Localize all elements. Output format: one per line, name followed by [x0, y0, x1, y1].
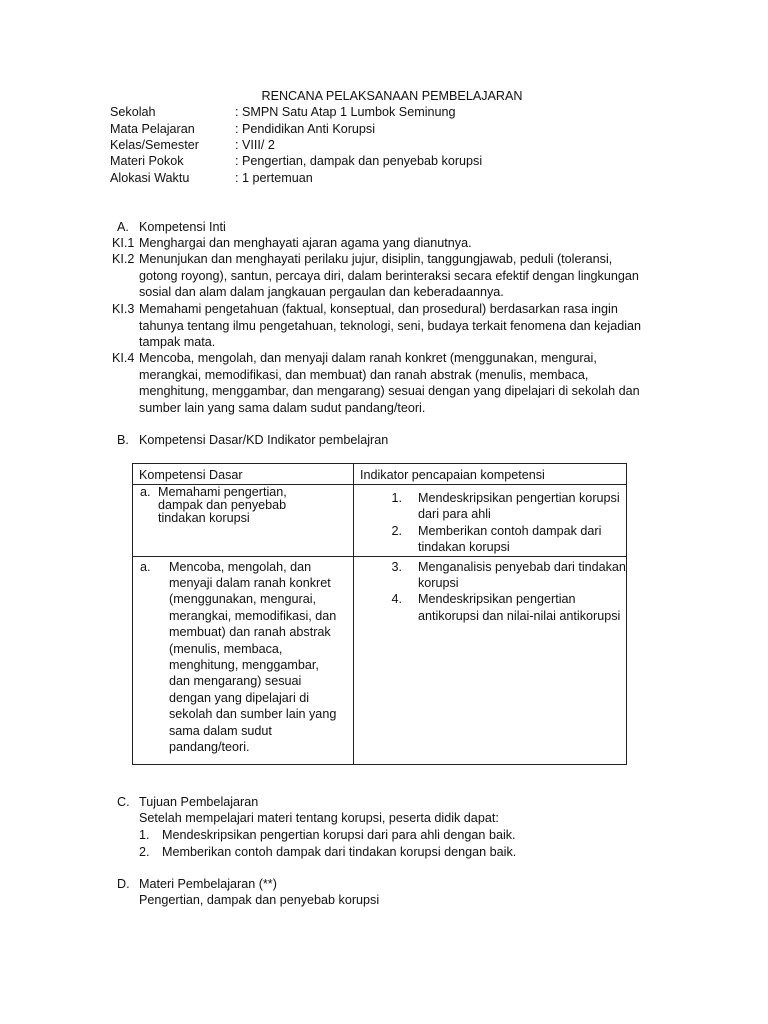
table-row — [133, 556, 627, 764]
kd-letter: a. — [140, 559, 151, 574]
indicator-text — [418, 559, 626, 592]
ki-line: Mencoba, mengolah, dan menyaji dalam ranah konkret (menggunakan, mengurai, — [139, 351, 597, 365]
indicator-line: korupsi — [418, 576, 459, 591]
kd-line: (menulis, membaca, — [169, 641, 283, 656]
kd-item — [133, 557, 353, 756]
document-title: RENCANA PELAKSANAAN PEMBELAJARAN — [261, 89, 523, 103]
kd-cell — [133, 485, 354, 557]
kd-line: (menggunakan, mengurai, — [169, 592, 317, 607]
kd-line: membuat) dan ranah abstrak — [169, 625, 331, 640]
indicator-item — [354, 485, 626, 523]
ki-label: KI.3 — [112, 302, 135, 316]
indicator-text — [418, 591, 620, 624]
section-letter: C. — [117, 795, 130, 809]
indicator-number: 4. — [391, 592, 402, 607]
section-letter: A. — [117, 220, 129, 234]
header-label: Mata Pelajaran — [110, 122, 195, 136]
indicator-line: Menganalisis penyebab dari tindakan — [418, 559, 626, 574]
kd-line: sekolah dan sumber lain yang — [169, 707, 337, 722]
table-header-cell: Indikator pencapaian kompetensi — [354, 464, 627, 485]
kd-line: menghitung, menggambar, — [169, 658, 319, 673]
kd-letter: a. — [140, 485, 151, 499]
ki-label: KI.1 — [112, 236, 135, 250]
kd-line: dan mengarang) sesuai — [169, 674, 302, 689]
list-number: 2. — [139, 845, 150, 859]
section-title: Materi Pembelajaran (**) — [139, 877, 277, 891]
kd-line: dengan yang dipelajari di — [169, 690, 310, 705]
indicator-line: tindakan korupsi — [418, 540, 510, 555]
table-header-cell: Kompetensi Dasar — [133, 464, 354, 485]
section-intro: Setelah mempelajari materi tentang korupsi, peserta didik dapat: — [139, 811, 499, 825]
ki-text — [139, 350, 679, 416]
list-item: Mendeskripsikan pengertian korupsi dari para ahli dengan baik. — [162, 828, 516, 842]
section-title: Kompetensi Dasar/KD Indikator pembelajran — [139, 433, 389, 447]
indicator-cell — [354, 485, 627, 557]
header-value: : VIII/ 2 — [235, 138, 275, 152]
header-value: : Pengertian, dampak dan penyebab korupsi — [235, 154, 483, 168]
kd-line: Memahami pengertian, — [158, 485, 287, 499]
indicator-item — [354, 523, 626, 556]
indicator-number: 1. — [391, 491, 402, 505]
indicator-item — [354, 591, 626, 624]
kd-text — [158, 485, 287, 525]
ki-label: KI.2 — [112, 252, 135, 266]
header-value: : 1 pertemuan — [235, 171, 313, 185]
ki-line: gotong royong), santun, percaya diri, dalam berinteraksi secara efektif dengan lingkungan — [139, 268, 639, 283]
kd-line: menyaji dalam ranah konkret — [169, 576, 331, 591]
section-text: Pengertian, dampak dan penyebab korupsi — [139, 893, 380, 907]
ki-text — [139, 235, 679, 252]
indicator-line: Mendeskripsikan pengertian — [418, 592, 576, 607]
ki-line: tahunya tentang ilmu pengetahuan, teknologi, seni, budaya terkait fenomena dan kejadian — [139, 318, 642, 333]
ki-line: menghitung, menggambar, dan mengarang) sesuai dengan yang dipelajari di sekolah dan — [139, 384, 640, 398]
list-item: Memberikan contoh dampak dari tindakan korupsi dengan baik. — [162, 845, 517, 859]
indicator-line: Mendeskripsikan pengertian korupsi — [418, 491, 620, 505]
ki-line: sumber lain yang sama dalam sudut pandang/teori. — [139, 400, 426, 415]
ki-line: tampak mata. — [139, 335, 216, 349]
header-label: Materi Pokok — [110, 154, 184, 168]
indicator-text — [418, 490, 620, 523]
indicator-text — [418, 523, 601, 556]
ki-line: Menghargai dan menghayati ajaran agama yang dianutnya. — [139, 236, 472, 250]
indicator-item — [354, 557, 626, 592]
kd-line: dampak dan penyebab — [158, 498, 287, 512]
header-label: Sekolah — [110, 105, 156, 119]
indicator-number: 3. — [391, 559, 402, 574]
section-letter: B. — [117, 433, 129, 447]
indicator-cell — [354, 556, 627, 764]
list-number: 1. — [139, 828, 150, 842]
indicator-line: Memberikan contoh dampak dari — [418, 523, 602, 538]
header-label: Kelas/Semester — [110, 138, 199, 152]
table-row — [133, 485, 627, 557]
section-title: Kompetensi Inti — [139, 220, 226, 234]
table-header-row — [133, 464, 627, 485]
ki-line: Memahami pengetahuan (faktual, konseptual, dan prosedural) berdasarkan rasa ingin — [139, 302, 618, 316]
kd-line: pandang/teori. — [169, 740, 250, 755]
section-letter: D. — [117, 877, 130, 891]
indicator-line: antikorupsi dan nilai-nilai antikorupsi — [418, 608, 621, 623]
indicator-line: dari para ahli — [418, 507, 491, 522]
ki-label: KI.4 — [112, 351, 135, 365]
kd-line: sama dalam sudut — [169, 723, 272, 738]
section-title: Tujuan Pembelajaran — [139, 795, 259, 809]
kd-line: merangkai, memodifikasi, dan — [169, 608, 337, 623]
ki-line: merangkai, memodifikasi, dan membuat) dan ranah abstrak (menulis, membaca, — [139, 367, 589, 382]
kd-table — [132, 463, 627, 765]
kd-line: Mencoba, mengolah, dan — [169, 559, 312, 574]
kd-text — [158, 557, 336, 756]
kd-cell — [133, 556, 354, 764]
ki-text — [139, 301, 679, 351]
kd-item — [133, 485, 353, 525]
header-label: Alokasi Waktu — [110, 171, 190, 185]
kd-line: tindakan korupsi — [158, 511, 250, 525]
ki-text — [139, 251, 679, 301]
ki-line: sosial dan alam dalam jangkauan pergaulan dan keberadaannya. — [139, 285, 504, 299]
header-value: : Pendidikan Anti Korupsi — [235, 122, 376, 136]
header-value: : SMPN Satu Atap 1 Lumbok Seminung — [235, 105, 456, 119]
indicator-number: 2. — [391, 523, 402, 538]
ki-line: Menunjukan dan menghayati perilaku jujur, disiplin, tanggungjawab, peduli (toleransi, — [139, 252, 613, 266]
